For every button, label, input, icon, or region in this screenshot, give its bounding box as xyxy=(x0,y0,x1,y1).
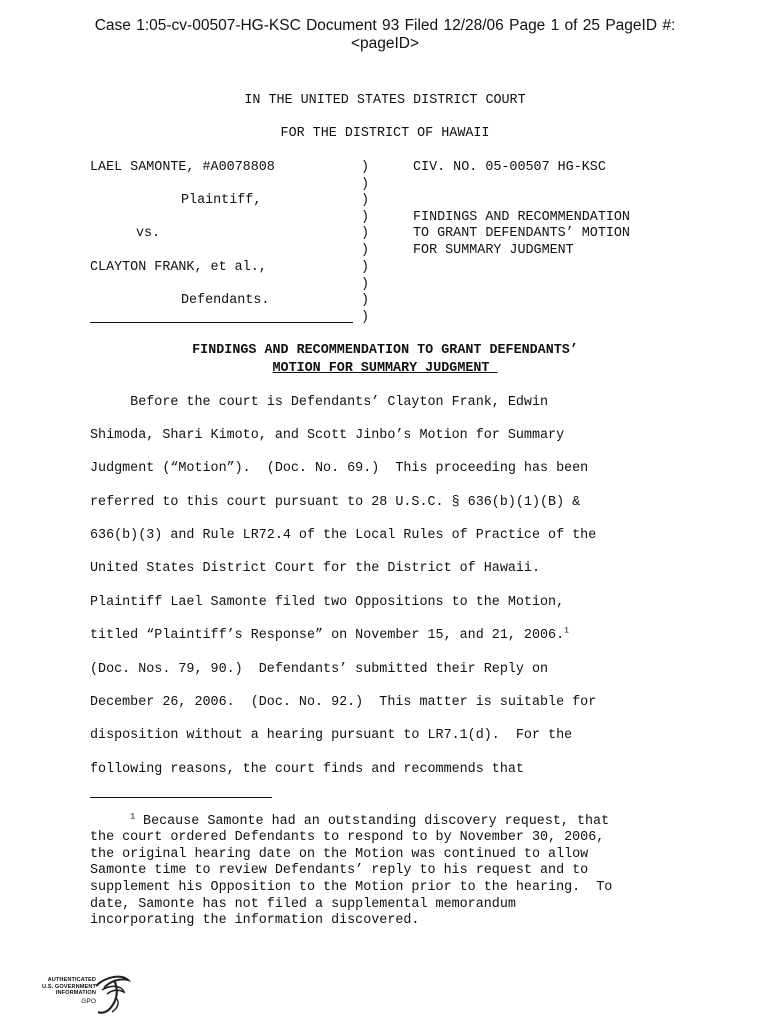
court-district: FOR THE DISTRICT OF HAWAII xyxy=(280,126,490,141)
footnote-line: the court ordered Defendants to respond to by November 30, 2006, xyxy=(90,830,605,845)
defendant-name: CLAYTON FRANK, et al., xyxy=(90,260,267,275)
case-number: CIV. NO. 05-00507 HG-KSC xyxy=(413,160,606,175)
caption-paren: ) xyxy=(361,243,370,258)
logo-text: GPO xyxy=(81,998,96,1005)
footnote-marker: 1 xyxy=(130,812,135,822)
case-header: Case 1:05-cv-00507-HG-KSC Document 93 Filed 12/28/06 Page 1 of 25 PageID #: xyxy=(94,17,676,34)
caption-paren: ) xyxy=(361,226,370,241)
document-title-line2 xyxy=(0,361,770,376)
footnote-line: incorporating the information discovered. xyxy=(90,913,420,928)
footnote-line: the original hearing date on the Motion was continued to allow xyxy=(90,847,589,862)
caption-paren: ) xyxy=(361,160,370,175)
footnote-line: supplement his Opposition to the Motion prior to the hearing. To xyxy=(90,880,613,895)
caption-paren: ) xyxy=(361,177,370,192)
body-line: titled “Plaintiff’s Response” on November 15, and 21, 2006. xyxy=(90,628,565,643)
body-line: December 26, 2006. (Doc. No. 92.) This matter is suitable for xyxy=(90,695,597,710)
caption-paren: ) xyxy=(361,193,370,208)
plaintiff-label: Plaintiff, xyxy=(181,193,262,208)
logo-text: INFORMATION xyxy=(55,990,96,996)
footnote-reference[interactable]: 1 xyxy=(564,626,569,636)
body-line: 636(b)(3) and Rule LR72.4 of the Local Rules of Practice of the xyxy=(90,528,597,543)
gpo-authenticated-logo xyxy=(40,972,132,1020)
body-line: Before the court is Defendants’ Clayton Frank, Edwin xyxy=(90,395,549,410)
plaintiff-name: LAEL SAMONTE, #A0078808 xyxy=(90,160,275,175)
body-line: referred to this court pursuant to 28 U.S.C. § 636(b)(1)(B) & xyxy=(90,495,581,510)
body-line: following reasons, the court finds and recommends that xyxy=(90,762,524,777)
footnote-text: Because Samonte had an outstanding discovery request, that xyxy=(135,814,610,829)
body-line: Judgment (“Motion”). (Doc. No. 69.) This proceeding has been xyxy=(90,461,589,476)
doc-title-line: FOR SUMMARY JUDGMENT xyxy=(413,243,574,258)
defendant-label: Defendants. xyxy=(181,293,270,308)
caption-rule xyxy=(90,322,353,323)
document-title-underlined: MOTION FOR SUMMARY JUDGMENT xyxy=(272,361,498,376)
footnote-line xyxy=(90,814,609,831)
page-id: <pageID> xyxy=(350,35,420,52)
body-line: Shimoda, Shari Kimoto, and Scott Jinbo’s Motion for Summary xyxy=(90,428,565,443)
body-line-with-footnote xyxy=(90,628,569,643)
footnote-separator xyxy=(90,797,272,798)
caption-paren: ) xyxy=(361,277,370,292)
body-line: disposition without a hearing pursuant to LR7.1(d). For the xyxy=(90,728,573,743)
footnote-line: Samonte time to review Defendants’ reply to his request and to xyxy=(90,863,589,878)
eagle-swirl-icon xyxy=(92,972,132,1020)
caption-paren: ) xyxy=(361,260,370,275)
doc-title-line: FINDINGS AND RECOMMENDATION xyxy=(413,210,630,225)
body-line: United States District Court for the District of Hawaii. xyxy=(90,561,540,576)
doc-title-line: TO GRANT DEFENDANTS’ MOTION xyxy=(413,226,630,241)
caption-paren: ) xyxy=(361,293,370,308)
caption-paren: ) xyxy=(361,310,370,325)
court-name: IN THE UNITED STATES DISTRICT COURT xyxy=(244,93,526,108)
document-title: FINDINGS AND RECOMMENDATION TO GRANT DEFENDANTS’ xyxy=(192,343,578,358)
logo-text: U.S. GOVERNMENT xyxy=(41,983,96,990)
body-line: (Doc. Nos. 79, 90.) Defendants’ submitted their Reply on xyxy=(90,662,549,677)
caption-paren: ) xyxy=(361,210,370,225)
versus: vs. xyxy=(136,226,161,241)
body-line: Plaintiff Lael Samonte filed two Oppositions to the Motion, xyxy=(90,595,565,610)
footnote-line: date, Samonte has not filed a supplemental memorandum xyxy=(90,897,516,912)
logo-text: AUTHENTICATED xyxy=(47,977,96,983)
